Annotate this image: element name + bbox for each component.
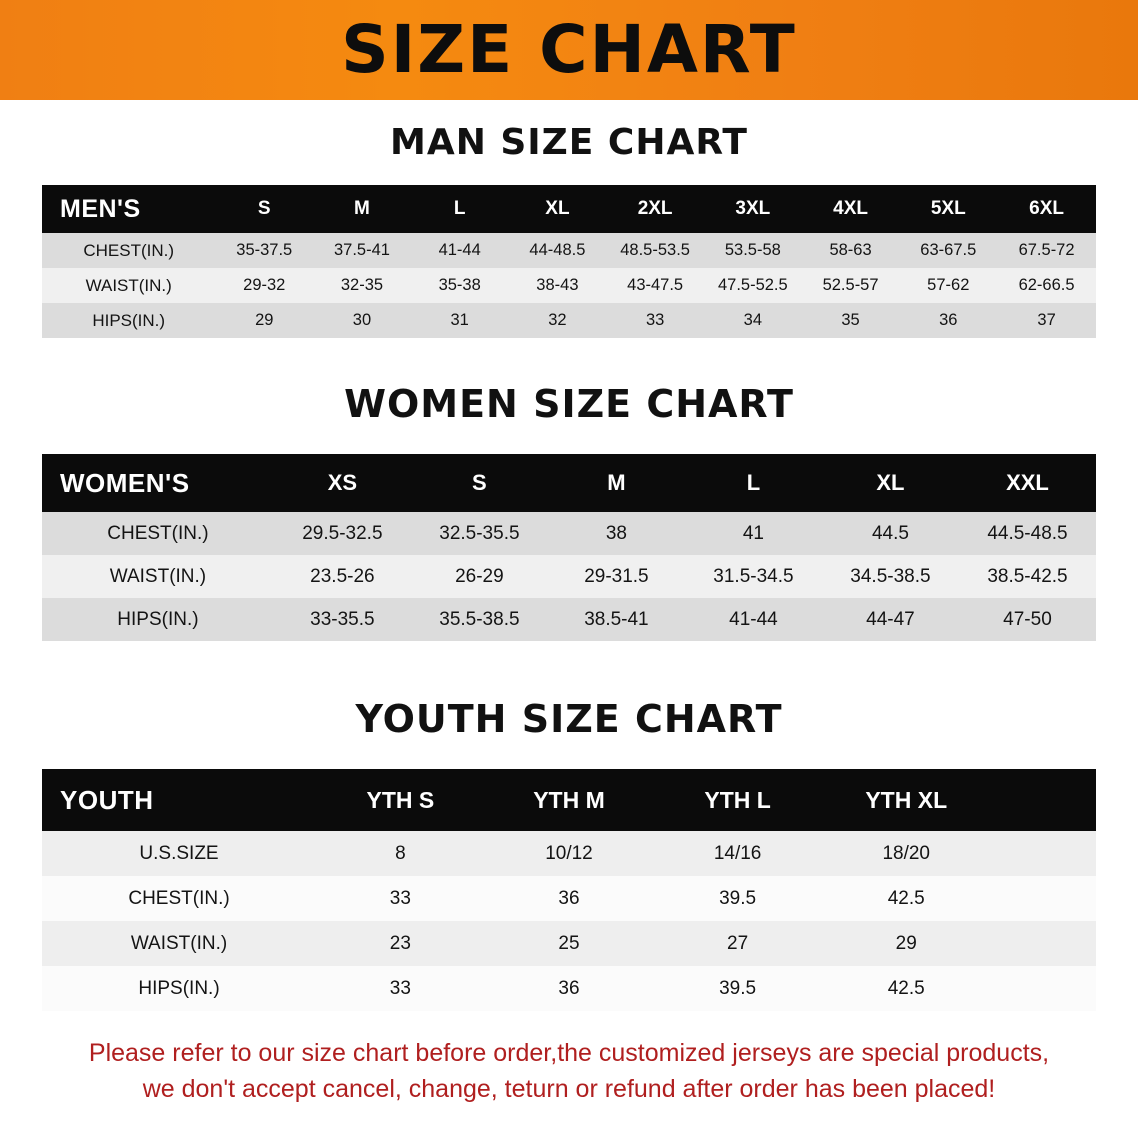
men-hips-3xl: 34 [704,303,802,338]
youth-hips-xl: 42.5 [822,966,991,1011]
men-hips-5xl: 36 [899,303,997,338]
table-row [42,831,1096,876]
women-header-l: L [685,454,822,512]
women-row-label-waist: WAIST(IN.) [42,555,274,598]
women-waist-xxl: 38.5-42.5 [959,555,1096,598]
table-row [42,966,1096,1011]
women-hips-xl: 44-47 [822,598,959,641]
men-hips-4xl: 35 [802,303,900,338]
men-row-label-chest: CHEST(IN.) [42,233,215,268]
women-chest-xl: 44.5 [822,512,959,555]
youth-cell-spacer [991,876,1096,921]
youth-header-m: YTH M [485,769,654,831]
youth-chest-xl: 42.5 [822,876,991,921]
men-waist-4xl: 52.5-57 [802,268,900,303]
youth-header-spacer [991,769,1096,831]
table-row [42,876,1096,921]
men-hips-xl: 32 [509,303,607,338]
table-row [42,598,1096,641]
men-waist-2xl: 43-47.5 [606,268,704,303]
men-header-2xl: 2XL [606,185,704,233]
youth-hips-m: 36 [485,966,654,1011]
table-row [42,233,1096,268]
man-section-heading: MAN SIZE CHART [390,122,748,163]
women-hips-m: 38.5-41 [548,598,685,641]
youth-row-label-chest: CHEST(IN.) [42,876,316,921]
men-header-m: M [313,185,411,233]
women-header-m: M [548,454,685,512]
table-header-row [42,185,1096,233]
page-title: SIZE CHART [341,11,797,88]
women-waist-s: 26-29 [411,555,548,598]
women-size-table [42,454,1096,641]
youth-chest-m: 36 [485,876,654,921]
youth-waist-s: 23 [316,921,485,966]
men-chest-2xl: 48.5-53.5 [606,233,704,268]
women-waist-l: 31.5-34.5 [685,555,822,598]
women-chest-xs: 29.5-32.5 [274,512,411,555]
men-chest-6xl: 67.5-72 [997,233,1096,268]
men-header-xl: XL [509,185,607,233]
men-chest-xl: 44-48.5 [509,233,607,268]
youth-chest-l: 39.5 [653,876,822,921]
disclaimer-line-1: Please refer to our size chart before order,the customized jerseys are special products, [88,1039,1050,1067]
men-header-5xl: 5XL [899,185,997,233]
disclaimer-line-2: we don't accept cancel, change, teturn or refund after order has been placed! [142,1075,996,1104]
men-header-s: S [215,185,313,233]
men-chest-4xl: 58-63 [802,233,900,268]
men-hips-l: 31 [411,303,509,338]
youth-ussize-s: 8 [316,831,485,876]
men-waist-3xl: 47.5-52.5 [704,268,802,303]
youth-row-label-hips: HIPS(IN.) [42,966,316,1011]
men-chest-5xl: 63-67.5 [899,233,997,268]
table-header-row [42,769,1096,831]
men-hips-s: 29 [215,303,313,338]
youth-header-s: YTH S [316,769,485,831]
table-header-row [42,454,1096,512]
men-size-table [42,185,1096,338]
youth-hips-l: 39.5 [653,966,822,1011]
men-waist-m: 32-35 [313,268,411,303]
youth-ussize-m: 10/12 [485,831,654,876]
women-hips-l: 41-44 [685,598,822,641]
youth-waist-xl: 29 [822,921,991,966]
women-hips-xs: 33-35.5 [274,598,411,641]
men-header-l: L [411,185,509,233]
men-hips-6xl: 37 [997,303,1096,338]
men-header-label: MEN'S [42,185,215,233]
men-waist-xl: 38-43 [509,268,607,303]
men-row-label-hips: HIPS(IN.) [42,303,215,338]
youth-header-label: YOUTH [42,769,316,831]
youth-chest-s: 33 [316,876,485,921]
men-header-4xl: 4XL [802,185,900,233]
table-row [42,268,1096,303]
women-header-xxl: XXL [959,454,1096,512]
women-waist-xl: 34.5-38.5 [822,555,959,598]
women-header-s: S [411,454,548,512]
youth-cell-spacer [991,831,1096,876]
women-hips-xxl: 47-50 [959,598,1096,641]
women-chest-xxl: 44.5-48.5 [959,512,1096,555]
youth-ussize-l: 14/16 [653,831,822,876]
men-waist-l: 35-38 [411,268,509,303]
youth-row-label-waist: WAIST(IN.) [42,921,316,966]
youth-waist-m: 25 [485,921,654,966]
men-chest-3xl: 53.5-58 [704,233,802,268]
table-row [42,921,1096,966]
men-waist-s: 29-32 [215,268,313,303]
women-header-label: WOMEN'S [42,454,274,512]
men-row-label-waist: WAIST(IN.) [42,268,215,303]
youth-section-heading: YOUTH SIZE CHART [355,697,783,741]
page-content [0,122,1138,1108]
men-header-3xl: 3XL [704,185,802,233]
women-chest-l: 41 [685,512,822,555]
men-header-6xl: 6XL [997,185,1096,233]
men-hips-m: 30 [313,303,411,338]
women-row-label-chest: CHEST(IN.) [42,512,274,555]
table-row [42,512,1096,555]
women-header-xl: XL [822,454,959,512]
men-chest-m: 37.5-41 [313,233,411,268]
women-section-heading: WOMEN SIZE CHART [344,382,794,426]
women-chest-s: 32.5-35.5 [411,512,548,555]
youth-header-xl: YTH XL [822,769,991,831]
women-header-xs: XS [274,454,411,512]
disclaimer-note [42,1035,1096,1108]
youth-header-l: YTH L [653,769,822,831]
men-waist-5xl: 57-62 [899,268,997,303]
men-waist-6xl: 62-66.5 [997,268,1096,303]
women-hips-s: 35.5-38.5 [411,598,548,641]
table-row [42,303,1096,338]
youth-cell-spacer [991,966,1096,1011]
women-waist-xs: 23.5-26 [274,555,411,598]
youth-hips-s: 33 [316,966,485,1011]
men-chest-l: 41-44 [411,233,509,268]
table-row [42,555,1096,598]
youth-ussize-xl: 18/20 [822,831,991,876]
women-row-label-hips: HIPS(IN.) [42,598,274,641]
youth-cell-spacer [991,921,1096,966]
youth-waist-l: 27 [653,921,822,966]
women-chest-m: 38 [548,512,685,555]
men-hips-2xl: 33 [606,303,704,338]
women-waist-m: 29-31.5 [548,555,685,598]
youth-row-label-ussize: U.S.SIZE [42,831,316,876]
youth-size-table [42,769,1096,1011]
page-banner [0,0,1138,100]
men-chest-s: 35-37.5 [215,233,313,268]
